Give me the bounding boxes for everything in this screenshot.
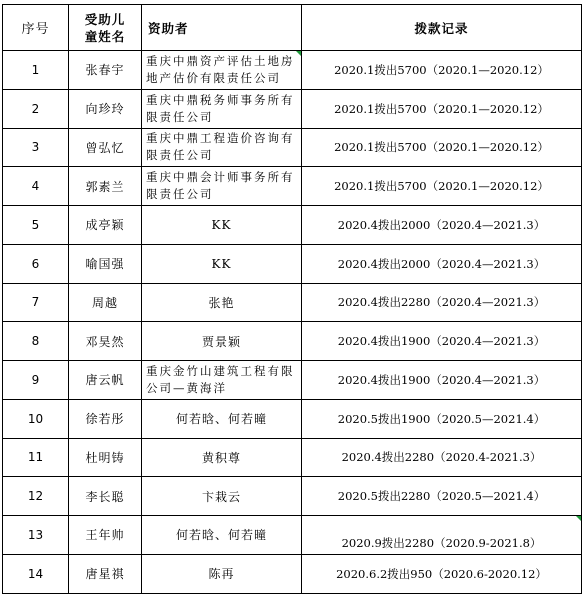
cell-serial[interactable]: 8 bbox=[3, 322, 69, 361]
cell-child-name[interactable]: 成亭颖 bbox=[69, 206, 142, 245]
cell-serial[interactable]: 11 bbox=[3, 438, 69, 477]
table-row bbox=[3, 51, 582, 90]
cell-child-name[interactable]: 李长聪 bbox=[69, 477, 142, 516]
header-record[interactable]: 拨款记录 bbox=[302, 5, 582, 51]
table-row bbox=[3, 128, 582, 167]
cell-record[interactable]: 2020.4拨出2000（2020.4—2021.3） bbox=[302, 244, 582, 283]
table-row bbox=[3, 516, 582, 555]
table-row bbox=[3, 206, 582, 245]
cell-sponsor[interactable]: KK bbox=[142, 206, 302, 245]
table-row bbox=[3, 554, 582, 593]
cell-record[interactable]: 2020.1拨出5700（2020.1—2020.12） bbox=[302, 128, 582, 167]
cell-sponsor[interactable]: 何若晗、何若曈 bbox=[142, 399, 302, 438]
table-row bbox=[3, 167, 582, 206]
cell-serial[interactable]: 1 bbox=[3, 51, 69, 90]
cell-child-name[interactable]: 杜明铸 bbox=[69, 438, 142, 477]
table-row bbox=[3, 438, 582, 477]
table-row bbox=[3, 399, 582, 438]
cell-record[interactable]: 2020.9拨出2280（2020.9-2021.8） bbox=[302, 516, 582, 555]
header-serial[interactable]: 序号 bbox=[3, 5, 69, 51]
table-row bbox=[3, 322, 582, 361]
cell-record[interactable]: 2020.4拨出2000（2020.4—2021.3） bbox=[302, 206, 582, 245]
cell-serial[interactable]: 3 bbox=[3, 128, 69, 167]
cell-child-name[interactable]: 邓昊然 bbox=[69, 322, 142, 361]
cell-serial[interactable]: 4 bbox=[3, 167, 69, 206]
cell-child-name[interactable]: 周越 bbox=[69, 283, 142, 322]
cell-child-name[interactable]: 王年帅 bbox=[69, 516, 142, 555]
cell-record[interactable]: 2020.4拨出2280（2020.4-2021.3） bbox=[302, 438, 582, 477]
cell-serial[interactable]: 9 bbox=[3, 361, 69, 400]
cell-sponsor[interactable]: 重庆金竹山建筑工程有限公司—黄海洋 bbox=[142, 361, 302, 400]
table-row bbox=[3, 283, 582, 322]
cell-child-name[interactable]: 向珍玲 bbox=[69, 89, 142, 128]
cell-serial[interactable]: 2 bbox=[3, 89, 69, 128]
cell-sponsor[interactable]: 重庆中鼎资产评估土地房地产估价有限责任公司 bbox=[142, 51, 302, 90]
table-row bbox=[3, 361, 582, 400]
donation-table bbox=[2, 4, 582, 594]
cell-serial[interactable]: 12 bbox=[3, 477, 69, 516]
cell-sponsor[interactable]: KK bbox=[142, 244, 302, 283]
cell-record[interactable]: 2020.4拨出2280（2020.4—2021.3） bbox=[302, 283, 582, 322]
cell-record[interactable]: 2020.6.2拨出950（2020.6-2020.12） bbox=[302, 554, 582, 593]
cell-child-name[interactable]: 喻国强 bbox=[69, 244, 142, 283]
cell-child-name[interactable]: 徐若彤 bbox=[69, 399, 142, 438]
cell-serial[interactable]: 7 bbox=[3, 283, 69, 322]
header-sponsor[interactable]: 资助者 bbox=[142, 5, 302, 51]
cell-sponsor[interactable]: 重庆中鼎税务师事务所有限责任公司 bbox=[142, 89, 302, 128]
table-row bbox=[3, 244, 582, 283]
cell-child-name[interactable]: 郭素兰 bbox=[69, 167, 142, 206]
cell-sponsor[interactable]: 陈再 bbox=[142, 554, 302, 593]
cell-child-name[interactable]: 唐云帆 bbox=[69, 361, 142, 400]
cell-serial[interactable]: 6 bbox=[3, 244, 69, 283]
cell-sponsor[interactable]: 张艳 bbox=[142, 283, 302, 322]
cell-sponsor[interactable]: 卞栽云 bbox=[142, 477, 302, 516]
cell-record[interactable]: 2020.5拨出1900（2020.5—2021.4） bbox=[302, 399, 582, 438]
cell-record[interactable]: 2020.1拨出5700（2020.1—2020.12） bbox=[302, 167, 582, 206]
cell-child-name[interactable]: 唐星祺 bbox=[69, 554, 142, 593]
cell-sponsor[interactable]: 重庆中鼎会计师事务所有限责任公司 bbox=[142, 167, 302, 206]
cell-child-name[interactable]: 曾弘忆 bbox=[69, 128, 142, 167]
cell-record[interactable]: 2020.1拨出5700（2020.1—2020.12） bbox=[302, 89, 582, 128]
cell-serial[interactable]: 13 bbox=[3, 516, 69, 555]
cell-serial[interactable]: 10 bbox=[3, 399, 69, 438]
header-row bbox=[3, 5, 582, 51]
cell-record[interactable]: 2020.4拨出1900（2020.4—2021.3） bbox=[302, 361, 582, 400]
cell-record[interactable]: 2020.5拨出2280（2020.5—2021.4） bbox=[302, 477, 582, 516]
header-child-name[interactable]: 受助儿 童姓名 bbox=[69, 5, 142, 51]
cell-serial[interactable]: 5 bbox=[3, 206, 69, 245]
cell-sponsor[interactable]: 重庆中鼎工程造价咨询有限责任公司 bbox=[142, 128, 302, 167]
cell-child-name[interactable]: 张春宇 bbox=[69, 51, 142, 90]
cell-sponsor[interactable]: 黄积尊 bbox=[142, 438, 302, 477]
cell-serial[interactable]: 14 bbox=[3, 554, 69, 593]
table-row bbox=[3, 477, 582, 516]
cell-record[interactable]: 2020.4拨出1900（2020.4—2021.3） bbox=[302, 322, 582, 361]
cell-record[interactable]: 2020.1拨出5700（2020.1—2020.12） bbox=[302, 51, 582, 90]
cell-sponsor[interactable]: 何若晗、何若曈 bbox=[142, 516, 302, 555]
table-row bbox=[3, 89, 582, 128]
cell-sponsor[interactable]: 贾景颖 bbox=[142, 322, 302, 361]
